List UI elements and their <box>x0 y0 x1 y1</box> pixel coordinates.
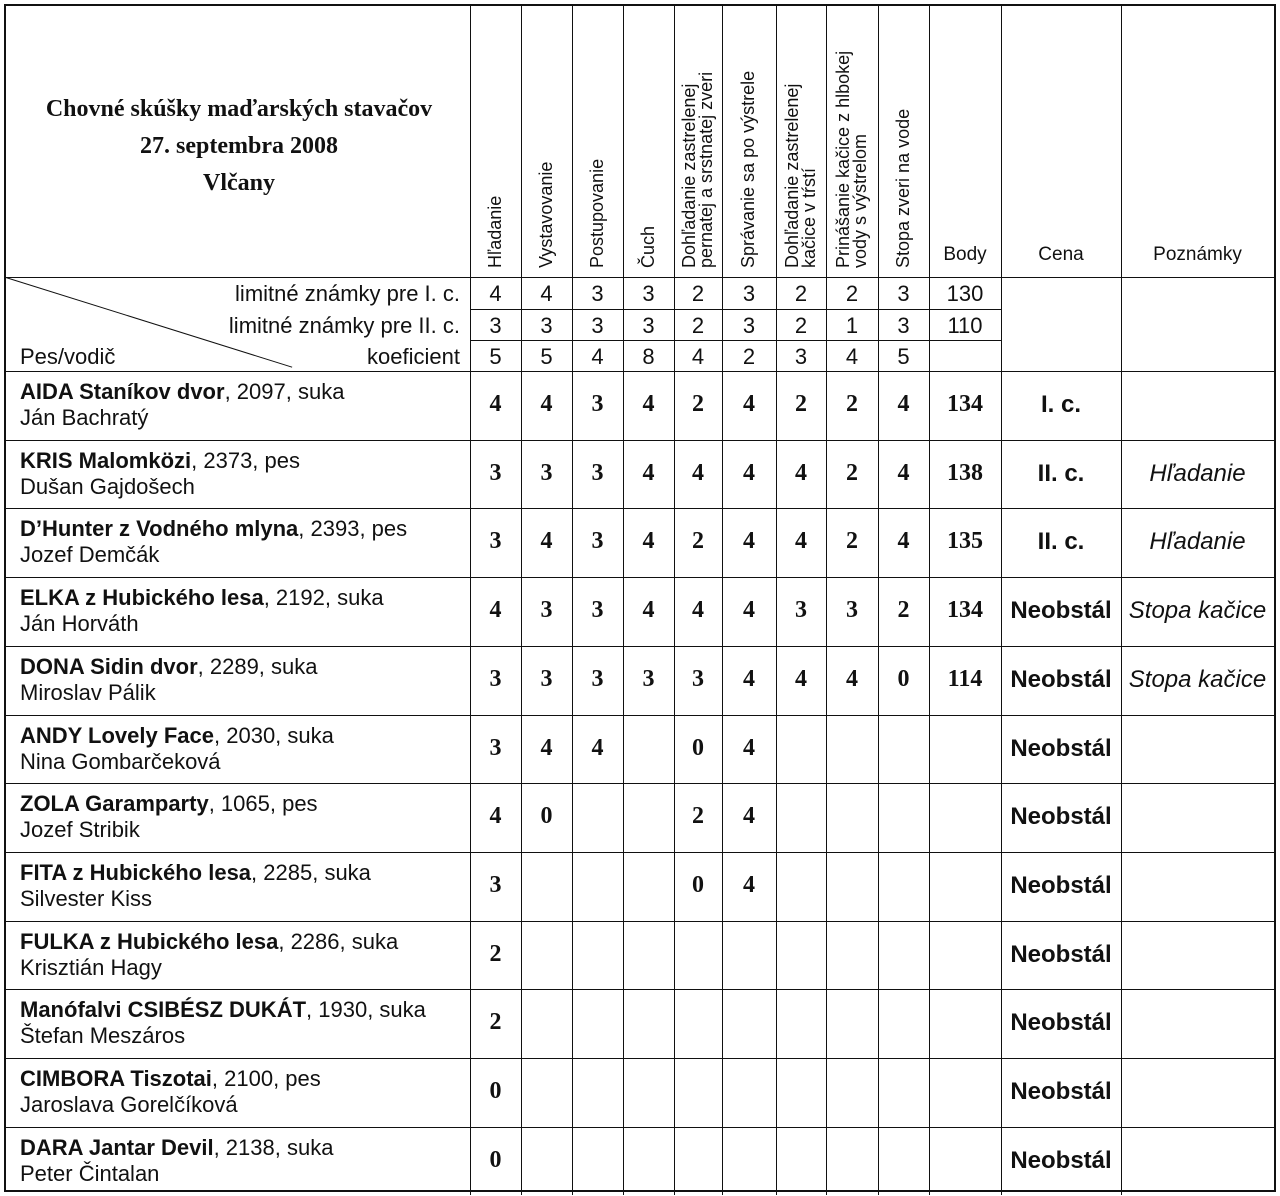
column-header <box>484 195 505 268</box>
score-cell: 4 <box>743 597 755 624</box>
dog-name: DARA Jantar Devil <box>20 1134 214 1160</box>
score-cell: 4 <box>795 665 807 692</box>
column-header <box>535 161 556 268</box>
score-cell: 2 <box>846 528 858 555</box>
dog-name-line <box>20 929 398 955</box>
body-total: 134 <box>947 391 983 417</box>
column-header-label: vody s výstrelom <box>850 133 870 268</box>
handler-name: Jozef Demčák <box>20 542 160 568</box>
dog-name: KRIS Malomközi <box>20 447 192 473</box>
limit-label: limitné známky pre II. c. <box>228 313 460 338</box>
dog-name: ANDY Lovely Face <box>20 722 215 748</box>
column-header-label: Dohľadanie zastrelenej <box>782 83 802 268</box>
score-cell: 3 <box>489 871 502 898</box>
grid-line <box>6 440 1274 441</box>
limit-value: 8 <box>642 344 655 369</box>
dog-entry <box>20 585 384 637</box>
column-header-cena: Cena <box>1038 244 1084 265</box>
column-header <box>892 108 913 268</box>
dog-entry <box>20 929 398 981</box>
column-header <box>784 84 818 268</box>
dog-info: , 2030, suka <box>214 722 334 748</box>
coefficient-label: koeficient <box>367 344 460 369</box>
column-header-label: pernatej a srstnatej zveri <box>696 71 716 268</box>
score-cell: 4 <box>743 391 755 417</box>
limit-label: limitné známky pre I. c. <box>235 281 460 306</box>
note-value: Hľadanie <box>1149 459 1246 487</box>
dog-entry <box>20 654 318 706</box>
grid-line <box>6 371 1274 372</box>
score-cell: 4 <box>489 391 502 417</box>
title-line: Chovné skúšky maďarských stavačov <box>45 96 433 122</box>
score-cell: 3 <box>591 459 604 486</box>
grid-line <box>6 921 1274 922</box>
score-cell: 4 <box>642 459 655 486</box>
grid-line <box>470 309 1001 310</box>
dog-name-line <box>20 379 344 405</box>
cena-value: I. c. <box>1040 391 1082 418</box>
column-header <box>637 225 658 268</box>
body-total: 135 <box>947 528 983 555</box>
limit-value: 4 <box>540 281 553 306</box>
limit-value: 3 <box>897 281 910 306</box>
dog-entry <box>20 723 334 775</box>
score-cell: 4 <box>743 871 755 898</box>
limit-value: 3 <box>642 313 655 338</box>
score-cell: 2 <box>692 391 704 417</box>
cena-value: Neobstál <box>1010 1146 1112 1174</box>
limit-value: 4 <box>591 344 604 369</box>
dog-name: DONA Sidin dvor <box>20 653 198 679</box>
dog-name: FITA z Hubického lesa <box>20 859 252 885</box>
score-cell: 3 <box>591 665 604 692</box>
score-cell: 4 <box>540 528 553 555</box>
column-header-label: Správanie sa po výstrele <box>738 70 758 268</box>
column-header-label: Postupovanie <box>586 158 607 268</box>
column-header-label: Hľadanie <box>484 195 505 268</box>
column-header <box>586 158 607 268</box>
title-line: Vlčany <box>203 170 275 196</box>
cena-value: Neobstál <box>1010 734 1112 762</box>
score-cell: 0 <box>897 665 910 692</box>
dog-entry <box>20 1066 321 1118</box>
column-header-poznamky: Poznámky <box>1153 244 1242 265</box>
dog-info: , 2097, suka <box>224 379 345 404</box>
column-header-label: Čuch <box>637 225 658 268</box>
dog-name: CIMBORA Tiszotai <box>20 1066 212 1091</box>
limit-value: 3 <box>591 281 604 306</box>
limit-value: 3 <box>794 344 808 369</box>
score-cell: 4 <box>591 734 604 761</box>
grid-line <box>6 783 1274 784</box>
handler-name: Peter Čintalan <box>20 1160 160 1186</box>
score-cell: 3 <box>591 597 604 624</box>
score-cell: 4 <box>692 459 704 486</box>
dog-info: , 2289, suka <box>197 653 318 679</box>
score-cell: 3 <box>489 528 502 555</box>
dog-info: , 2100, pes <box>211 1066 321 1091</box>
score-cell: 0 <box>692 734 704 761</box>
handler-name: Ján Bachratý <box>20 405 149 430</box>
score-cell: 4 <box>897 391 910 417</box>
note-value: Stopa kačice <box>1128 665 1267 693</box>
score-cell: 3 <box>591 528 604 555</box>
dog-name-line <box>20 791 318 817</box>
limit-value: 2 <box>845 281 859 306</box>
score-cell: 3 <box>642 665 655 692</box>
score-cell: 4 <box>642 391 655 417</box>
body-total: 138 <box>947 459 983 486</box>
score-cell: 3 <box>540 665 553 692</box>
dog-name-line <box>20 516 407 542</box>
note-value: Stopa kačice <box>1128 597 1267 625</box>
title-line: 27. septembra 2008 <box>140 133 338 159</box>
column-header <box>740 71 757 268</box>
dog-entry <box>20 448 300 500</box>
column-header-label: Dohľadanie zastrelenej <box>679 83 699 268</box>
results-table <box>4 4 1276 1192</box>
grid-line <box>6 508 1274 509</box>
score-cell: 3 <box>846 597 858 624</box>
limit-value: 2 <box>691 281 705 306</box>
handler-name: Nina Gombarčeková <box>20 748 221 774</box>
handler-name: Jaroslava Gorelčíková <box>20 1092 238 1117</box>
limit-value: 3 <box>742 313 756 338</box>
score-cell: 3 <box>540 597 553 624</box>
grid-line <box>6 277 1274 278</box>
dog-info: , 2393, pes <box>298 516 408 542</box>
body-total: 114 <box>947 665 983 692</box>
score-cell: 4 <box>540 734 553 761</box>
dog-name: ZOLA Garamparty <box>20 791 209 817</box>
cena-value: Neobstál <box>1010 940 1112 968</box>
dog-info: , 2373, pes <box>191 447 301 473</box>
dog-entry <box>20 379 344 431</box>
limit-value: 3 <box>642 281 655 306</box>
limit-value: 1 <box>845 313 859 338</box>
dog-name: Manófalvi CSIBÉSZ DUKÁT <box>20 997 307 1023</box>
note-value: Hľadanie <box>1149 528 1246 556</box>
grid-line <box>6 1127 1274 1128</box>
table-title <box>6 91 472 202</box>
score-cell: 2 <box>897 597 910 624</box>
score-cell: 4 <box>489 597 502 624</box>
dog-name-line <box>20 448 300 474</box>
dog-name-line <box>20 860 371 886</box>
dog-name-line <box>20 723 334 749</box>
grid-line <box>6 577 1274 578</box>
score-cell: 3 <box>489 459 502 486</box>
score-cell: 3 <box>540 459 553 486</box>
limit-value: 5 <box>489 344 502 369</box>
cena-value: Neobstál <box>1010 871 1112 899</box>
handler-name: Dušan Gajdošech <box>20 473 195 499</box>
column-header <box>835 51 869 268</box>
body-total: 134 <box>947 597 983 624</box>
dog-info: , 2138, suka <box>213 1134 334 1160</box>
dog-entry <box>20 1135 333 1187</box>
column-header-label: kačice v tŕstí <box>799 167 819 268</box>
score-cell: 4 <box>642 528 655 555</box>
score-cell: 0 <box>489 1078 502 1104</box>
grid-line <box>6 1058 1274 1059</box>
score-cell: 2 <box>489 1009 502 1036</box>
dog-name: ELKA z Hubického lesa <box>20 585 264 611</box>
score-cell: 4 <box>897 528 910 555</box>
score-cell: 0 <box>489 1146 502 1173</box>
handler-name: Štefan Meszáros <box>20 1023 186 1049</box>
dog-name-line <box>20 997 426 1023</box>
grid-line <box>470 340 1001 341</box>
score-cell: 3 <box>591 391 604 417</box>
cena-value: II. c. <box>1037 459 1085 487</box>
score-cell: 4 <box>795 459 807 486</box>
limit-value: 4 <box>691 344 705 369</box>
grid-line <box>6 715 1274 716</box>
column-header-label: Prinášanie kačice z hlbokej <box>833 50 853 268</box>
dog-info: , 2285, suka <box>251 859 371 885</box>
score-cell: 3 <box>692 665 704 692</box>
grid-line <box>6 852 1274 853</box>
score-cell: 0 <box>692 871 704 898</box>
grid-line <box>6 989 1274 990</box>
dog-entry <box>20 516 407 568</box>
score-cell: 3 <box>795 597 807 624</box>
limit-value: 110 <box>947 313 983 338</box>
handler-name: Silvester Kiss <box>20 885 153 911</box>
cena-value: Neobstál <box>1010 597 1112 625</box>
score-cell: 4 <box>846 665 858 692</box>
score-cell: 4 <box>743 803 755 830</box>
dog-name-line <box>20 654 318 680</box>
limit-value: 3 <box>897 313 910 338</box>
limit-value: 3 <box>591 313 604 338</box>
dog-entry <box>20 791 318 843</box>
limit-value: 4 <box>489 281 502 306</box>
score-cell: 4 <box>743 528 755 555</box>
limit-value: 4 <box>845 344 859 369</box>
handler-name: Ján Horváth <box>20 611 139 637</box>
cena-value: Neobstál <box>1010 803 1112 831</box>
column-header-label: Vystavovanie <box>535 161 556 268</box>
limit-value: 5 <box>897 344 910 369</box>
limit-value: 3 <box>742 281 756 306</box>
dog-info: , 1930, suka <box>306 997 426 1023</box>
score-cell: 4 <box>795 528 807 555</box>
dog-entry <box>20 997 426 1049</box>
score-cell: 4 <box>489 803 502 830</box>
limit-value: 5 <box>540 344 553 369</box>
score-cell: 4 <box>692 597 704 624</box>
limit-value: 3 <box>489 313 502 338</box>
score-cell: 4 <box>743 734 755 761</box>
dog-name: FULKA z Hubického lesa <box>20 928 279 954</box>
score-cell: 4 <box>743 459 755 486</box>
cena-value: Neobstál <box>1010 1009 1112 1037</box>
dog-entry <box>20 860 371 912</box>
dog-name: D’Hunter z Vodného mlyna <box>20 516 299 542</box>
score-cell: 4 <box>540 391 553 417</box>
dog-name: AIDA Staníkov dvor <box>20 379 225 404</box>
pes-vodic-label: Pes/vodič <box>20 344 116 369</box>
handler-name: Krisztián Hagy <box>20 954 162 980</box>
limit-value: 130 <box>946 281 984 306</box>
score-cell: 2 <box>795 391 807 417</box>
column-header-body: Body <box>943 244 987 265</box>
score-cell: 0 <box>540 803 553 830</box>
score-cell: 4 <box>743 665 755 692</box>
score-cell: 4 <box>642 597 655 624</box>
dog-name-line <box>20 585 384 611</box>
dog-info: , 1065, pes <box>208 791 318 817</box>
dog-name-line <box>20 1066 321 1092</box>
score-cell: 4 <box>897 459 910 486</box>
score-cell: 2 <box>489 940 502 967</box>
cena-value: II. c. <box>1037 528 1085 556</box>
limit-value: 2 <box>794 281 808 306</box>
dog-info: , 2192, suka <box>263 585 384 611</box>
limit-value: 3 <box>540 313 553 338</box>
limit-value: 2 <box>691 313 705 338</box>
column-header <box>681 72 715 268</box>
score-cell: 2 <box>692 803 704 830</box>
handler-name: Jozef Stribik <box>20 817 140 843</box>
dog-info: , 2286, suka <box>278 928 399 954</box>
limit-value: 2 <box>794 313 808 338</box>
column-header-label: Stopa zveri na vode <box>892 108 913 268</box>
score-cell: 2 <box>846 459 858 486</box>
limit-value: 2 <box>742 344 756 369</box>
score-cell: 3 <box>489 665 502 692</box>
grid-line <box>6 646 1274 647</box>
handler-name: Miroslav Pálik <box>20 679 156 705</box>
score-cell: 2 <box>846 391 858 417</box>
dog-name-line <box>20 1135 333 1161</box>
cena-value: Neobstál <box>1010 1078 1112 1105</box>
cena-value: Neobstál <box>1010 665 1112 693</box>
score-cell: 3 <box>489 734 502 761</box>
score-cell: 2 <box>692 528 704 555</box>
